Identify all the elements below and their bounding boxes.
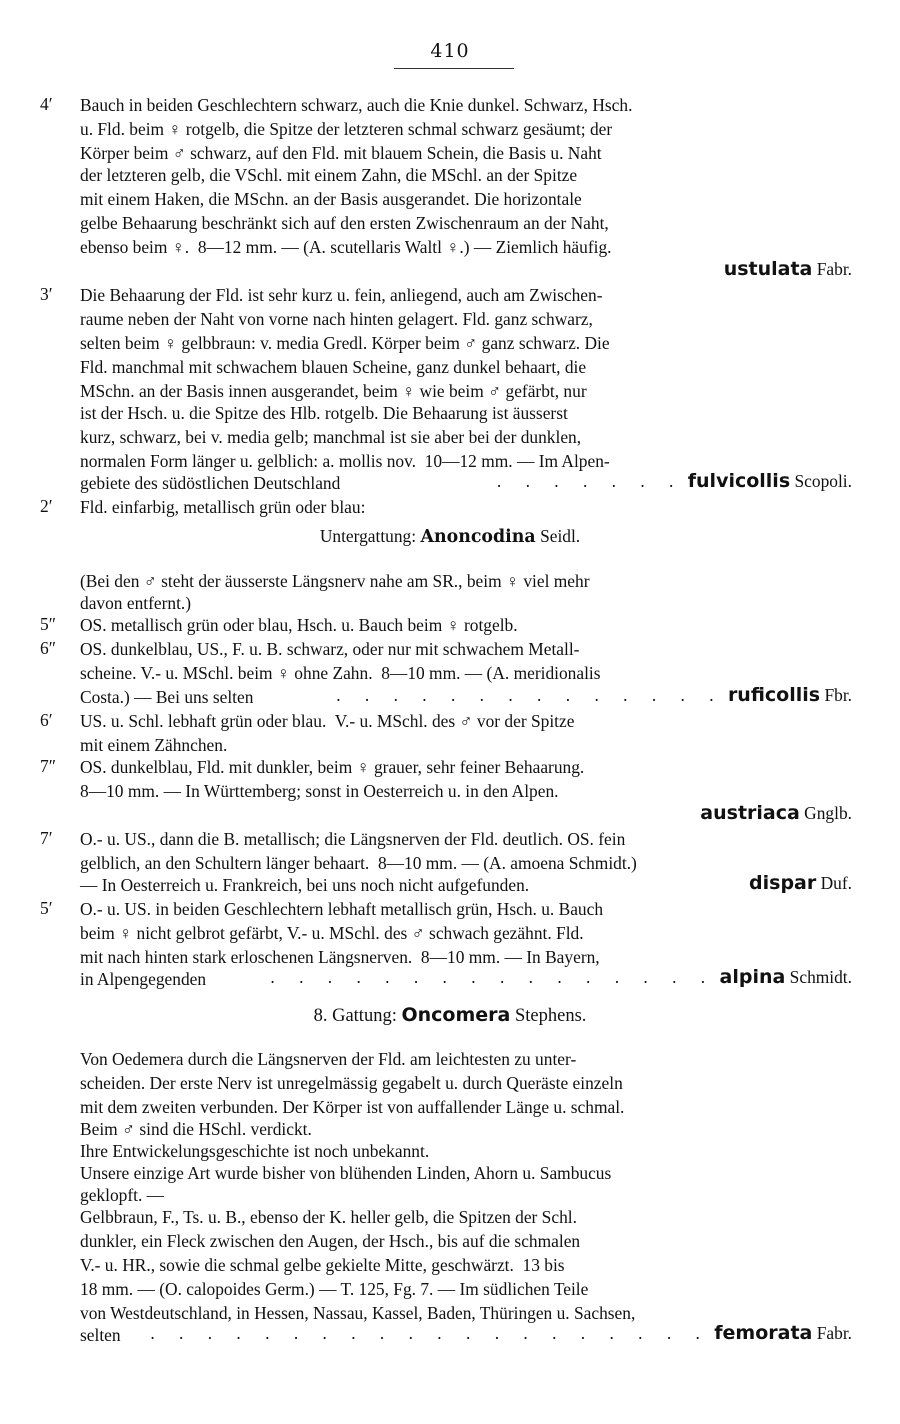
couplet-number: 7″ [40, 756, 56, 776]
text-line-content: 8—10 mm. — In Württemberg; sonst in Oesterreich u. in den Alpen. [80, 781, 559, 801]
text-line-content: beim ♀ nicht gelbrot gefärbt, V.- u. MSchl. des ♂ schwach gezähnt. Fld. [80, 923, 584, 943]
text-line [80, 236, 612, 258]
species-name: dispar [749, 872, 817, 894]
species-name-group [150, 1322, 852, 1344]
text-line-content: u. Fld. beim ♀ rotgelb, die Spitze der letzteren schmal schwarz gesäumt; der [80, 119, 613, 139]
species-line-lead: gebiete des südöstlichen Deutschland [80, 473, 341, 493]
leader-dots: . . . . . . . [496, 471, 684, 491]
text-line [80, 1302, 635, 1324]
text-line-content: Fld. einfarbig, metallisch grün oder blau: [80, 497, 366, 517]
couplet-number: 3′ [40, 284, 53, 304]
text-line [80, 614, 518, 636]
species-name: austriaca [700, 802, 800, 824]
text-line [80, 898, 603, 920]
species-name: ustulata [723, 258, 813, 280]
page-number-rule [394, 68, 514, 69]
subgenus-heading [0, 526, 900, 547]
text-line [80, 332, 610, 354]
text-line-content: mit einem Haken, die MSchn. an der Basis ausgerandet. Die horizontale [80, 189, 582, 209]
species-line-lead: Costa.) — Bei uns selten [80, 687, 254, 707]
subgenus-prefix: Untergattung: [319, 526, 417, 546]
subgenus-author: Seidl. [540, 526, 581, 546]
text-line-content: OS. dunkelblau, US., F. u. B. schwarz, oder nur mit schwachem Metall- [80, 639, 580, 659]
species-author: Schmidt. [789, 967, 852, 987]
text-line [80, 828, 625, 850]
text-line-content: Gelbbraun, F., Ts. u. B., ebenso der K. heller gelb, die Spitzen der Schl. [80, 1207, 577, 1227]
text-line-content: O.- u. US., dann die B. metallisch; die Längsnerven der Fld. deutlich. OS. fein [80, 829, 626, 849]
text-line [80, 356, 586, 378]
text-line [80, 1118, 312, 1140]
text-line-content: MSchn. an der Basis innen ausgerandet, beim ♀ wie beim ♂ gefärbt, nur [80, 381, 587, 401]
text-line-content: Ihre Entwickelungsgeschichte ist noch unbekannt. [80, 1141, 430, 1161]
species-author: Fabr. [816, 259, 852, 279]
species-author: Duf. [820, 873, 852, 893]
text-line [80, 852, 637, 874]
text-line [80, 1184, 164, 1206]
couplet-number: 6′ [40, 710, 53, 730]
text-line-content: gelblich, an den Schultern länger behaart. 8—10 mm. — (A. amoena Schmidt.) [80, 853, 637, 873]
species-author: Fbr. [824, 685, 852, 705]
text-line-content: US. u. Schl. lebhaft grün oder blau. V.- u. MSchl. des ♂ vor der Spitze [80, 711, 575, 731]
text-line-content: dunkler, ein Fleck zwischen den Augen, der Hsch., bis auf die schmalen [80, 1231, 581, 1251]
text-line-content: Die Behaarung der Fld. ist sehr kurz u. fein, anliegend, auch am Zwischen- [80, 285, 603, 305]
text-line-content: der letzteren gelb, die VSchl. mit einem Zahn, die MSchl. an der Spitze [80, 165, 578, 185]
text-line [80, 1140, 429, 1162]
text-line-content: kurz, schwarz, bei v. media gelb; manchmal ist sie aber bei der dunklen, [80, 427, 582, 447]
species-line-lead: selten [80, 1325, 121, 1345]
text-line-content: 18 mm. — (O. calopoides Germ.) — T. 125, Fg. 7. — Im südlichen Teile [80, 1279, 589, 1299]
text-line [80, 402, 568, 424]
species-name-group [749, 872, 852, 894]
text-line-content: ist der Hsch. u. die Spitze des Hlb. rotgelb. Die Behaarung ist äusserst [80, 403, 568, 423]
text-line-content: Fld. manchmal mit schwachem blauen Scheine, ganz dunkel behaart, die [80, 357, 587, 377]
text-line [80, 922, 584, 944]
text-line [80, 450, 610, 472]
species-name: ruficollis [727, 684, 821, 706]
couplet-number: 5″ [40, 614, 56, 634]
text-line-content: davon entfernt.) [80, 593, 192, 613]
species-line-lead: in Alpengegenden [80, 969, 207, 989]
text-line-content: gelbe Behaarung beschränkt sich auf den ersten Zwischenraum an der Naht, [80, 213, 609, 233]
text-line [80, 164, 577, 186]
text-line-content: scheine. V.- u. MSchl. beim ♀ ohne Zahn. 8—10 mm. — (A. meridionalis [80, 663, 601, 683]
couplet-number: 7′ [40, 828, 53, 848]
text-line [80, 662, 601, 684]
text-line [80, 118, 612, 140]
text-line-content: OS. metallisch grün oder blau, Hsch. u. Bauch beim ♀ rotgelb. [80, 615, 518, 635]
couplet-number: 5′ [40, 898, 53, 918]
species-name: fulvicollis [687, 470, 791, 492]
species-author: Gnglb. [804, 803, 852, 823]
text-line [80, 1278, 588, 1300]
text-line-content: normalen Form länger u. gelblich: a. mollis nov. 10—12 mm. — Im Alpen- [80, 451, 610, 471]
text-line [80, 308, 593, 330]
leader-dots: . . . . . . . . . . . . . . . . [270, 967, 716, 987]
species-name: femorata [714, 1322, 813, 1344]
text-line-content: Bauch in beiden Geschlechtern schwarz, auch die Knie dunkel. Schwarz, Hsch. [80, 95, 633, 115]
text-line-content: raume neben der Naht von vorne nach hinten gelagert. Fld. ganz schwarz, [80, 309, 593, 329]
text-line-content: Von Oedemera durch die Längsnerven der Fld. am leichtesten zu unter- [80, 1049, 577, 1069]
species-name-group [336, 684, 852, 706]
genus-author: Stephens. [514, 1006, 587, 1026]
species-name-group [700, 802, 852, 824]
species-name-group [270, 966, 852, 988]
text-line-content: geklopft. — [80, 1185, 165, 1205]
text-line [80, 780, 559, 802]
genus-prefix: 8. Gattung: [313, 1006, 397, 1026]
text-line-content: O.- u. US. in beiden Geschlechtern lebhaft metallisch grün, Hsch. u. Bauch [80, 899, 604, 919]
text-line-content: Körper beim ♂ schwarz, auf den Fld. mit blauem Schein, die Basis u. Naht [80, 143, 602, 163]
text-line-content: mit nach hinten stark erloschenen Längsnerven. 8—10 mm. — In Bayern, [80, 947, 600, 967]
species-name: alpina [719, 966, 786, 988]
text-line [80, 284, 603, 306]
text-line-content: Unsere einzige Art wurde bisher von blühenden Linden, Ahorn u. Sambucus [80, 1163, 612, 1183]
genus-heading [0, 1004, 900, 1027]
text-line [80, 426, 581, 448]
species-author: Fabr. [816, 1323, 852, 1343]
text-line [80, 734, 227, 756]
couplet-number: 2′ [40, 496, 53, 516]
text-line [80, 1206, 577, 1228]
text-line-content: mit dem zweiten verbunden. Der Körper ist von auffallender Länge u. schmal. [80, 1097, 625, 1117]
text-line-content: von Westdeutschland, in Hessen, Nassau, Kassel, Baden, Thüringen u. Sachsen, [80, 1303, 636, 1323]
text-line [80, 710, 574, 732]
text-line [80, 496, 365, 518]
species-line-lead: — In Oesterreich u. Frankreich, bei uns noch nicht aufgefunden. [80, 875, 530, 895]
text-line-content: scheiden. Der erste Nerv ist unregelmässig gegabelt u. durch Queräste einzeln [80, 1073, 623, 1093]
leader-dots: . . . . . . . . . . . . . . [336, 685, 724, 705]
couplet-number: 4′ [40, 94, 53, 114]
text-line [80, 638, 579, 660]
leader-dots: . . . . . . . . . . . . . . . . . . . . [150, 1323, 710, 1343]
text-line [80, 756, 584, 778]
text-line-content: V.- u. HR., sowie die schmal gelbe gekielte Mitte, geschwärzt. 13 bis [80, 1255, 565, 1275]
text-line [80, 1048, 576, 1070]
text-line-content: (Bei den ♂ steht der äusserste Längsnerv nahe am SR., beim ♀ viel mehr [80, 571, 590, 591]
text-line [80, 1230, 580, 1252]
text-line [80, 1162, 611, 1184]
text-line [80, 188, 582, 210]
text-line [80, 380, 587, 402]
text-line-content: Beim ♂ sind die HSchl. verdickt. [80, 1119, 312, 1139]
text-line-content: mit einem Zähnchen. [80, 735, 228, 755]
text-line [80, 592, 191, 614]
couplet-number: 6″ [40, 638, 56, 658]
text-line-content: selten beim ♀ gelbbraun: v. media Gredl. Körper beim ♂ ganz schwarz. Die [80, 333, 610, 353]
species-name-group [724, 258, 852, 280]
text-line [80, 570, 590, 592]
text-line [80, 1072, 623, 1094]
genus-name: Oncomera [401, 1004, 511, 1026]
species-author: Scopoli. [794, 471, 852, 491]
text-line [80, 142, 602, 164]
subgenus-name: Anoncodina [420, 527, 536, 547]
text-line-content: OS. dunkelblau, Fld. mit dunkler, beim ♀ grauer, sehr feiner Behaarung. [80, 757, 585, 777]
text-line [80, 946, 600, 968]
page-number: 410 [430, 40, 470, 62]
species-name-group [497, 470, 852, 492]
text-line-content: ebenso beim ♀. 8—12 mm. — (A. scutellaris Waltl ♀.) — Ziemlich häufig. [80, 237, 612, 257]
text-line [80, 1096, 624, 1118]
text-line [80, 1254, 565, 1276]
text-line [80, 212, 609, 234]
text-line [80, 94, 632, 116]
